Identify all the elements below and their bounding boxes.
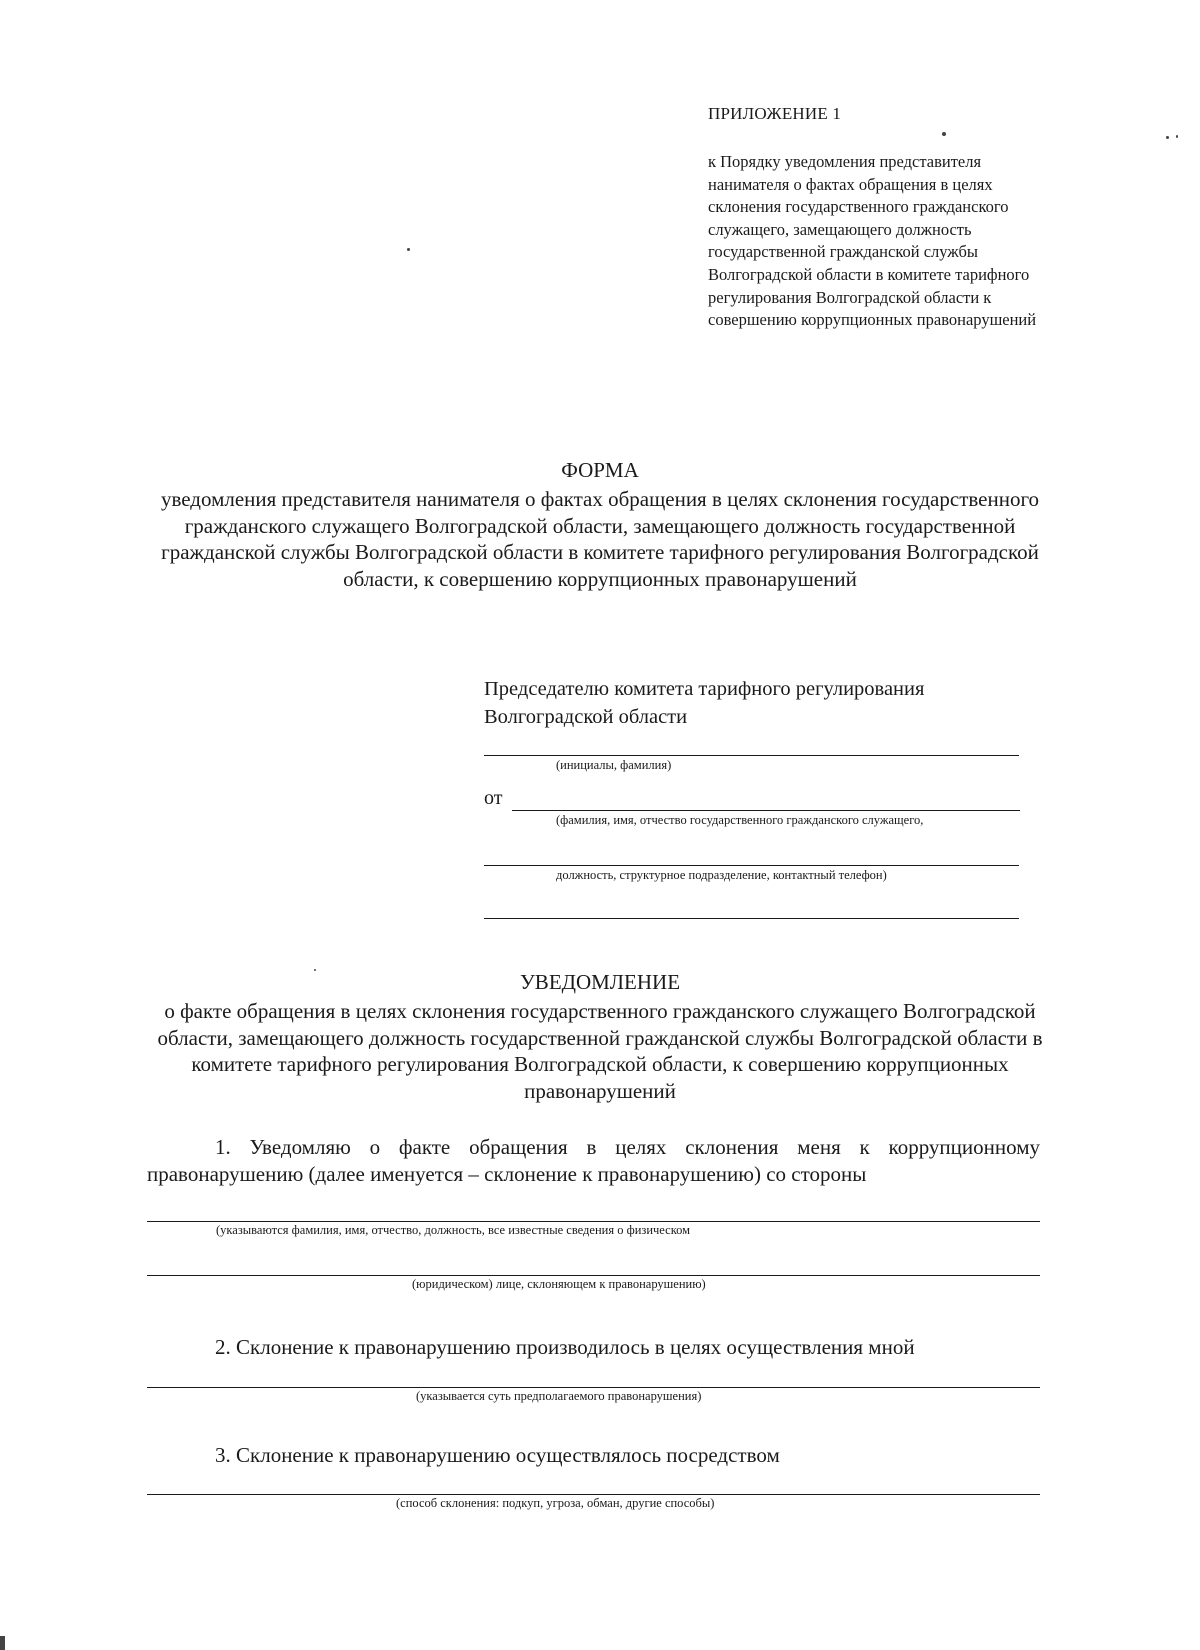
notice-subtitle: о факте обращения в целях склонения государственного гражданского служащего Волгоградской области, замещающего должность государственной гражданской службы Волгоградской области в комитете тарифного регулирования Волгоградской области, к совершению коррупционных правонарушений	[157, 999, 1043, 1103]
position-hint: должность, структурное подразделение, контактный телефон)	[556, 868, 887, 882]
addressee-text: Председателю комитета тарифного регулирования Волгоградской области	[484, 678, 925, 728]
notice-title: УВЕДОМЛЕНИЕ	[519, 970, 681, 994]
item1-line1[interactable]	[147, 1221, 1040, 1222]
scan-speck	[314, 969, 316, 971]
item3-line[interactable]	[147, 1494, 1040, 1495]
item1-line2[interactable]	[147, 1275, 1040, 1276]
appendix-text: к Порядку уведомления представителя нанимателя о фактах обращения в целях склонения государственного гражданского служащего, замещающего должность государственной гражданской службы Волгоградской области в комитете тарифного регулирования Волгоградской области к совершению коррупционных правонарушений	[708, 152, 1037, 330]
scan-speck	[942, 132, 946, 136]
item1-text: 1. Уведомляю о факте обращения в целях склонения меня к коррупционному правонарушению (далее именуется – склонение к правонарушению) со стороны	[147, 1135, 1040, 1186]
scan-speck	[407, 248, 410, 251]
scan-speck	[1176, 135, 1178, 138]
scan-speck	[0, 1636, 5, 1650]
initials-hint: (инициалы, фамилия)	[556, 758, 672, 772]
item2-line[interactable]	[147, 1387, 1040, 1388]
item2-text: 2. Склонение к правонарушению производилось в целях осуществления мной	[215, 1335, 915, 1359]
item3-hint: (способ склонения: подкуп, угроза, обман, другие способы)	[396, 1496, 715, 1510]
fio-line[interactable]	[512, 810, 1020, 811]
form-title: ФОРМА	[561, 458, 639, 482]
item3-text: 3. Склонение к правонарушению осуществлялось посредством	[215, 1443, 780, 1467]
extra-line[interactable]	[484, 918, 1019, 919]
fio-hint: (фамилия, имя, отчество государственного гражданского служащего,	[556, 813, 924, 827]
item1-hint2: (юридическом) лице, склоняющем к правонарушению)	[412, 1277, 706, 1291]
scan-speck	[1166, 136, 1169, 139]
position-line[interactable]	[484, 865, 1019, 866]
from-label: от	[484, 787, 503, 809]
initials-line[interactable]	[484, 755, 1019, 756]
item2-hint: (указывается суть предполагаемого правонарушения)	[416, 1389, 702, 1403]
appendix-title: ПРИЛОЖЕНИЕ 1	[708, 104, 842, 123]
form-subtitle: уведомления представителя нанимателя о фактах обращения в целях склонения государственного гражданского служащего Волгоградской области, замещающего должность государственной гражданской службы Волгоградской области в комитете тарифного регулирования Волгоградской области, к совершению коррупционных правонарушений	[160, 487, 1040, 591]
item1-hint1: (указываются фамилия, имя, отчество, должность, все известные сведения о физическом	[216, 1223, 691, 1237]
